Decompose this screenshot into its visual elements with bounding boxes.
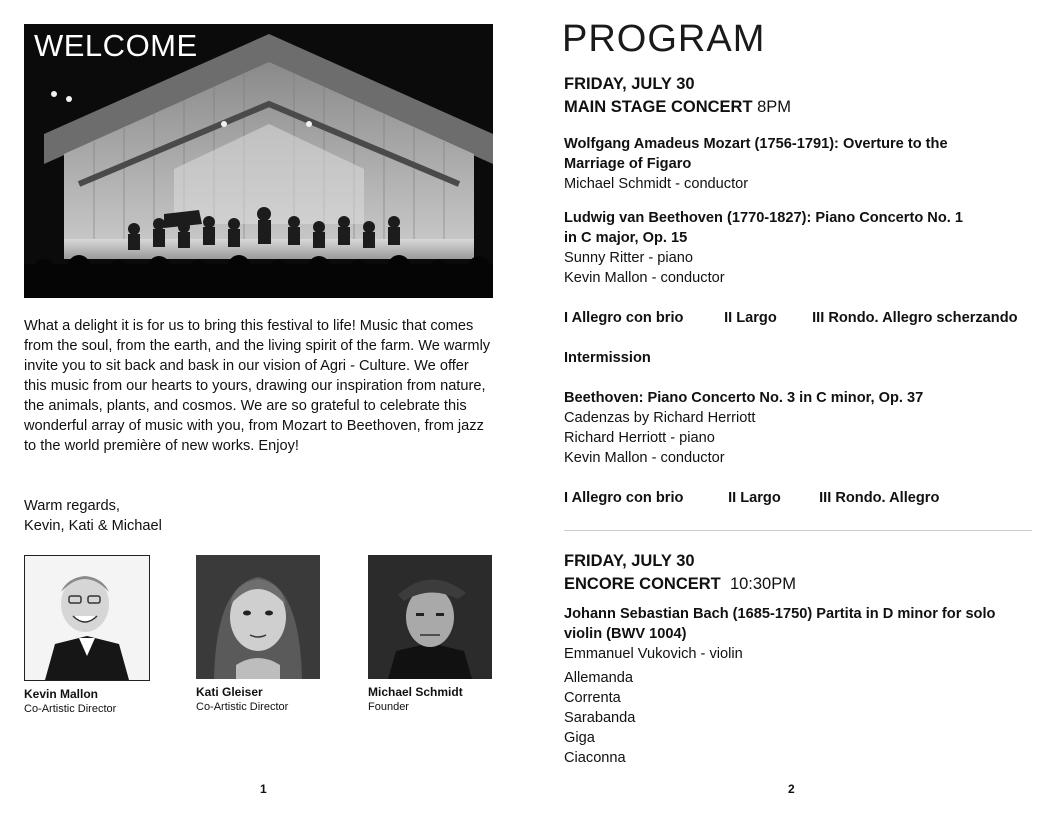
closing-line: Warm regards,	[24, 498, 120, 514]
concert-stage	[564, 96, 1034, 119]
page-number-right: 2	[788, 782, 795, 796]
signatures-line: Kevin, Kati & Michael	[24, 518, 162, 534]
piece-bach	[564, 604, 1034, 768]
person-role: Co-Artistic Director	[24, 703, 117, 715]
movement: II Largo	[728, 490, 781, 506]
person-role: Co-Artistic Director	[196, 701, 289, 713]
encore-concert-header	[564, 550, 1034, 596]
hero-photo-concert-barn	[24, 24, 493, 298]
welcome-paragraph: What a delight it is for us to bring this festival to life! Music that comes from the soul, from the earth, and the living spirit of the farm. We warmly invite you to sit back and bask in our vision of Agri - Culture. We offer this music from our hearts to yours, drawing our inspiration from nature, the animals, plants, and cosmos. We are so grateful to celebrate this wonderful array of music with you, from Mozart to Beethoven, from jazz to the world première of new works. Enjoy!	[24, 318, 491, 454]
stage-name: MAIN STAGE CONCERT	[564, 98, 753, 116]
piece-title: Beethoven: Piano Concerto No. 3 in C minor, Op. 37	[564, 390, 924, 406]
piece-title: Ludwig van Beethoven (1770-1827): Piano Concerto No. 1	[564, 210, 963, 226]
piece-title: Marriage of Figaro	[564, 156, 692, 172]
stage-name: ENCORE CONCERT	[564, 575, 721, 593]
person-card-kati	[196, 555, 356, 713]
intermission: Intermission	[564, 350, 651, 366]
movements-beethoven-1	[564, 308, 1034, 328]
movement: Allemanda	[564, 670, 633, 686]
piece-credit: Kevin Mallon - conductor	[564, 270, 725, 286]
stage-time: 10:30PM	[729, 575, 796, 593]
movement: III Rondo. Allegro	[819, 490, 940, 506]
piece-title: Johann Sebastian Bach (1685-1750) Partita in D minor for solo	[564, 606, 996, 622]
piece-credit: Kevin Mallon - conductor	[564, 450, 725, 466]
person-name: Michael Schmidt	[368, 685, 463, 699]
section-divider	[564, 530, 1032, 531]
piece-beethoven-1	[564, 208, 1034, 288]
movements-beethoven-3	[564, 488, 1034, 508]
movement: Giga	[564, 730, 595, 746]
welcome-message	[24, 316, 494, 456]
person-card-kevin	[24, 555, 184, 715]
movement: II Largo	[724, 310, 777, 326]
person-name: Kati Gleiser	[196, 685, 263, 699]
main-concert-header	[564, 73, 1034, 119]
piece-credit: Sunny Ritter - piano	[564, 250, 693, 266]
person-role: Founder	[368, 701, 409, 713]
concert-date: FRIDAY, JULY 30	[564, 75, 695, 93]
movement: I Allegro con brio	[564, 490, 684, 506]
concert-stage	[564, 573, 1034, 596]
welcome-title: WELCOME	[34, 28, 198, 63]
piece-mozart	[564, 134, 1034, 194]
piece-beethoven-3	[564, 388, 1034, 468]
portrait-kati-gleiser	[196, 555, 320, 679]
program-title: PROGRAM	[562, 18, 766, 60]
piece-credit: Richard Herriott - piano	[564, 430, 715, 446]
movement: III Rondo. Allegro scherzando	[812, 310, 1018, 326]
movement: Ciaconna	[564, 750, 626, 766]
stage-time: 8PM	[757, 98, 792, 116]
piece-title: violin (BWV 1004)	[564, 626, 687, 642]
concert-date: FRIDAY, JULY 30	[564, 552, 695, 570]
piece-title: Wolfgang Amadeus Mozart (1756-1791): Overture to the	[564, 136, 948, 152]
piece-credit: Cadenzas by Richard Herriott	[564, 410, 756, 426]
piece-credit: Emmanuel Vukovich - violin	[564, 646, 743, 662]
person-card-michael	[368, 555, 528, 713]
movement: I Allegro con brio	[564, 310, 684, 326]
concert-barn-illustration	[24, 24, 493, 298]
movement: Sarabanda	[564, 710, 636, 726]
portrait-michael-schmidt	[368, 555, 492, 679]
signoff	[24, 496, 162, 536]
piece-credit: Michael Schmidt - conductor	[564, 176, 749, 192]
movement: Correnta	[564, 690, 621, 706]
piece-title: in C major, Op. 15	[564, 230, 688, 246]
page-number-left: 1	[260, 782, 267, 796]
person-name: Kevin Mallon	[24, 687, 99, 701]
portrait-kevin-mallon	[24, 555, 150, 681]
